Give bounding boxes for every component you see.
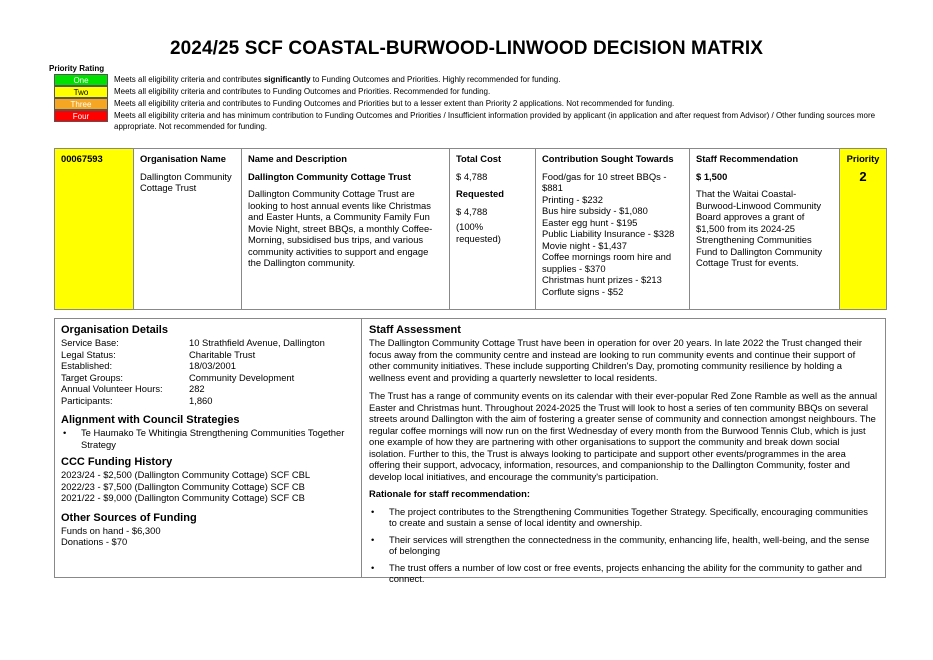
rationale-heading: Rationale for staff recommendation: [369, 488, 530, 499]
detail-label: Established: [61, 360, 113, 371]
staff-assessment-heading: Staff Assessment [369, 324, 461, 336]
detail-row [61, 337, 355, 349]
rationale-item [369, 562, 878, 585]
requested-percent: (100% requested) [456, 221, 501, 244]
contribution-item: Bus hire subsidy - $1,080 [542, 205, 648, 216]
legend-swatch-two: Two [54, 86, 108, 98]
alignment-text: Te Haumako Te Whitingia Strengthening Communities Together Strategy [81, 427, 345, 450]
contribution-item: Movie night - $1,437 [542, 239, 627, 251]
detail-label: Service Base: [61, 337, 119, 348]
rationale-item [369, 534, 878, 557]
organisation-details-column [55, 319, 362, 577]
contribution-item: Printing - $232 [542, 193, 603, 205]
bullet-icon: • [371, 505, 375, 517]
priority-value: 2 [859, 168, 867, 184]
detail-row [61, 372, 355, 384]
legend-text-two: Meets all eligibility criteria and contributes to Funding Outcomes and Priorities. Recommended for funding. [114, 87, 491, 96]
requested-header: Requested [456, 188, 504, 199]
legend-row-three [54, 98, 884, 110]
other-funding-heading: Other Sources of Funding [61, 511, 197, 524]
funding-history-item: 2021/22 - $9,000 (Dallington Community Cottage) SCF CB [61, 492, 305, 503]
alignment-item [61, 427, 355, 450]
detail-label: Annual Volunteer Hours: [61, 383, 163, 394]
rationale-text: The project contributes to the Strengthening Communities Together Strategy. Specifically, encouraging communities to create and sustain a sense of local identity and ownership. [389, 505, 868, 528]
recommendation-header: Staff Recommendation [696, 153, 799, 164]
recommendation-text: That the Waitai Coastal-Burwood-Linwood Community Board approves a grant of $1,500 from its 2024-25 Strengthening Communities Fund to Dallington Community Cottage Trust for events. [696, 188, 823, 268]
cost-cell [450, 149, 536, 310]
total-cost-header: Total Cost [456, 153, 502, 164]
project-name: Dallington Community Cottage Trust [248, 170, 412, 182]
application-id-cell [55, 149, 134, 310]
organisation-details-heading: Organisation Details [61, 324, 168, 336]
funding-history-heading: CCC Funding History [61, 456, 173, 468]
contribution-item: Food/gas for 10 street BBQs - $881 [542, 170, 667, 193]
assessment-paragraph: The Trust has a range of community events on its calendar with their ever-popular Red Zone Ramble as well as the annual Easter and Christmas hunt. Throughout 2024-2025 the Trust will look to host a series of ten community BBQs on several streets around Dallington with the aim of fostering a greater sense of community and connection amongst neighbours. The regular coffee mornings will now run on the first Wednesday of every month from the Burwood Tennis Club, which is just one example of how they are partnering with other organisations to support the community and break down social isolation. Further to this, the Trust is always looking to participate and support other events/programmes in the area offering their support, advocacy, information, resources, and companionship to the Dallington Community, foster and develop local initiatives, and encourage the community's participation. [369, 390, 878, 482]
other-funding-item: Funds on hand - $6,300 [61, 524, 161, 536]
detail-label: Target Groups: [61, 371, 124, 383]
bullet-icon: • [63, 427, 67, 438]
detail-row [61, 360, 355, 372]
recommendation-cell [690, 149, 840, 310]
project-description: Dallington Community Cottage Trust are looking to host annual events like Christmas and Easter Hunts, a Community Family Fun Movie Night, street BBQs, a monthly Coffee-Morning, subsidised bus trips, and various community activities to support and engage the Dallington community. [248, 188, 433, 268]
rationale-text: The trust offers a number of low cost or free events, projects enhancing the ability for the community to gather and connect. [389, 561, 862, 584]
priority-legend [54, 74, 884, 132]
organisation-name: Dallington Community Cottage Trust [140, 170, 232, 193]
detail-value: 282 [189, 383, 205, 394]
recommendation-amount: $ 1,500 [696, 170, 728, 182]
alignment-heading: Alignment with Council Strategies [61, 414, 240, 426]
detail-label: Participants: [61, 394, 113, 406]
contribution-item: Coffee mornings room hire and supplies - $370 [542, 251, 672, 274]
legend-row-one [54, 74, 884, 86]
rationale-item [369, 506, 878, 529]
name-description-cell [242, 149, 450, 310]
legend-swatch-one: One [54, 74, 108, 86]
application-id: 00067593 [61, 153, 103, 164]
contribution-item: Corflute signs - $52 [542, 285, 624, 297]
bullet-icon: • [371, 561, 375, 573]
detail-value: 18/03/2001 [189, 360, 236, 371]
legend-swatch-three: Three [54, 98, 108, 110]
details-panel [54, 318, 886, 584]
legend-row-two [54, 86, 884, 98]
detail-row [61, 395, 355, 407]
contribution-header: Contribution Sought Towards [542, 153, 674, 164]
contribution-item: Easter egg hunt - $195 [542, 216, 638, 228]
funding-history-item: 2022/23 - $7,500 (Dallington Community Cottage) SCF CB [61, 480, 305, 492]
organisation-cell [134, 149, 242, 310]
detail-row [61, 349, 355, 361]
requested-value: $ 4,788 [456, 205, 488, 217]
staff-assessment-column [362, 319, 885, 584]
funding-history-item: 2023/24 - $2,500 (Dallington Community Cottage) SCF CBL [61, 469, 311, 480]
rationale-text: Their services will strengthen the connectedness in the community, enhancing life, health, well-being, and the sense of belonging [389, 533, 870, 556]
other-funding-item: Donations - $70 [61, 536, 128, 547]
assessment-paragraph: The Dallington Community Cottage Trust have been in operation for over 20 years. In late 2022 the Trust changed their focus away from the community centre and instead are looking to run community events and continue their support of other community initiatives. These include supporting Children's Day, promoting community resilience by holding a wellness event and providing a quarterly newsletter to local residents. [369, 337, 862, 383]
contribution-cell [536, 149, 690, 310]
legend-swatch-four: Four [54, 110, 108, 122]
detail-value: Community Development [189, 371, 295, 383]
priority-header: Priority [846, 153, 880, 164]
priority-rating-heading: Priority Rating [49, 64, 105, 73]
page-title: 2024/25 SCF COASTAL-BURWOOD-LINWOOD DECISION MATRIX [169, 38, 764, 59]
contribution-item: Public Liability Insurance - $328 [542, 228, 675, 239]
legend-row-four [54, 110, 884, 132]
application-matrix-table [54, 148, 887, 310]
legend-text-three: Meets all eligibility criteria and contributes to Funding Outcomes and Priorities but to a lesser extent than Priority 2 applications. Not recommended for funding. [114, 99, 675, 108]
bullet-icon: • [371, 533, 375, 545]
contribution-item: Christmas hunt prizes - $213 [542, 274, 662, 285]
total-cost-value: $ 4,788 [456, 170, 488, 182]
detail-value: 1,860 [189, 394, 213, 406]
detail-label: Legal Status: [61, 348, 116, 360]
priority-cell [840, 149, 887, 310]
detail-value: 10 Strathfield Avenue, Dallington [189, 337, 325, 348]
legend-text-one: Meets all eligibility criteria and contributes significantly to Funding Outcomes and Priorities. Highly recommended for funding. [114, 75, 561, 84]
detail-row [61, 383, 355, 395]
detail-value: Charitable Trust [189, 348, 256, 360]
name-description-header: Name and Description [248, 153, 347, 164]
legend-text-four: Meets all eligibility criteria and has minimum contribution to Funding Outcomes and Priorities / Insufficient information provided by applicant (in application and after request from Advisor) / Other funding sources more appropriate. Not recommended for funding. [114, 111, 876, 131]
organisation-header: Organisation Name [140, 153, 226, 164]
